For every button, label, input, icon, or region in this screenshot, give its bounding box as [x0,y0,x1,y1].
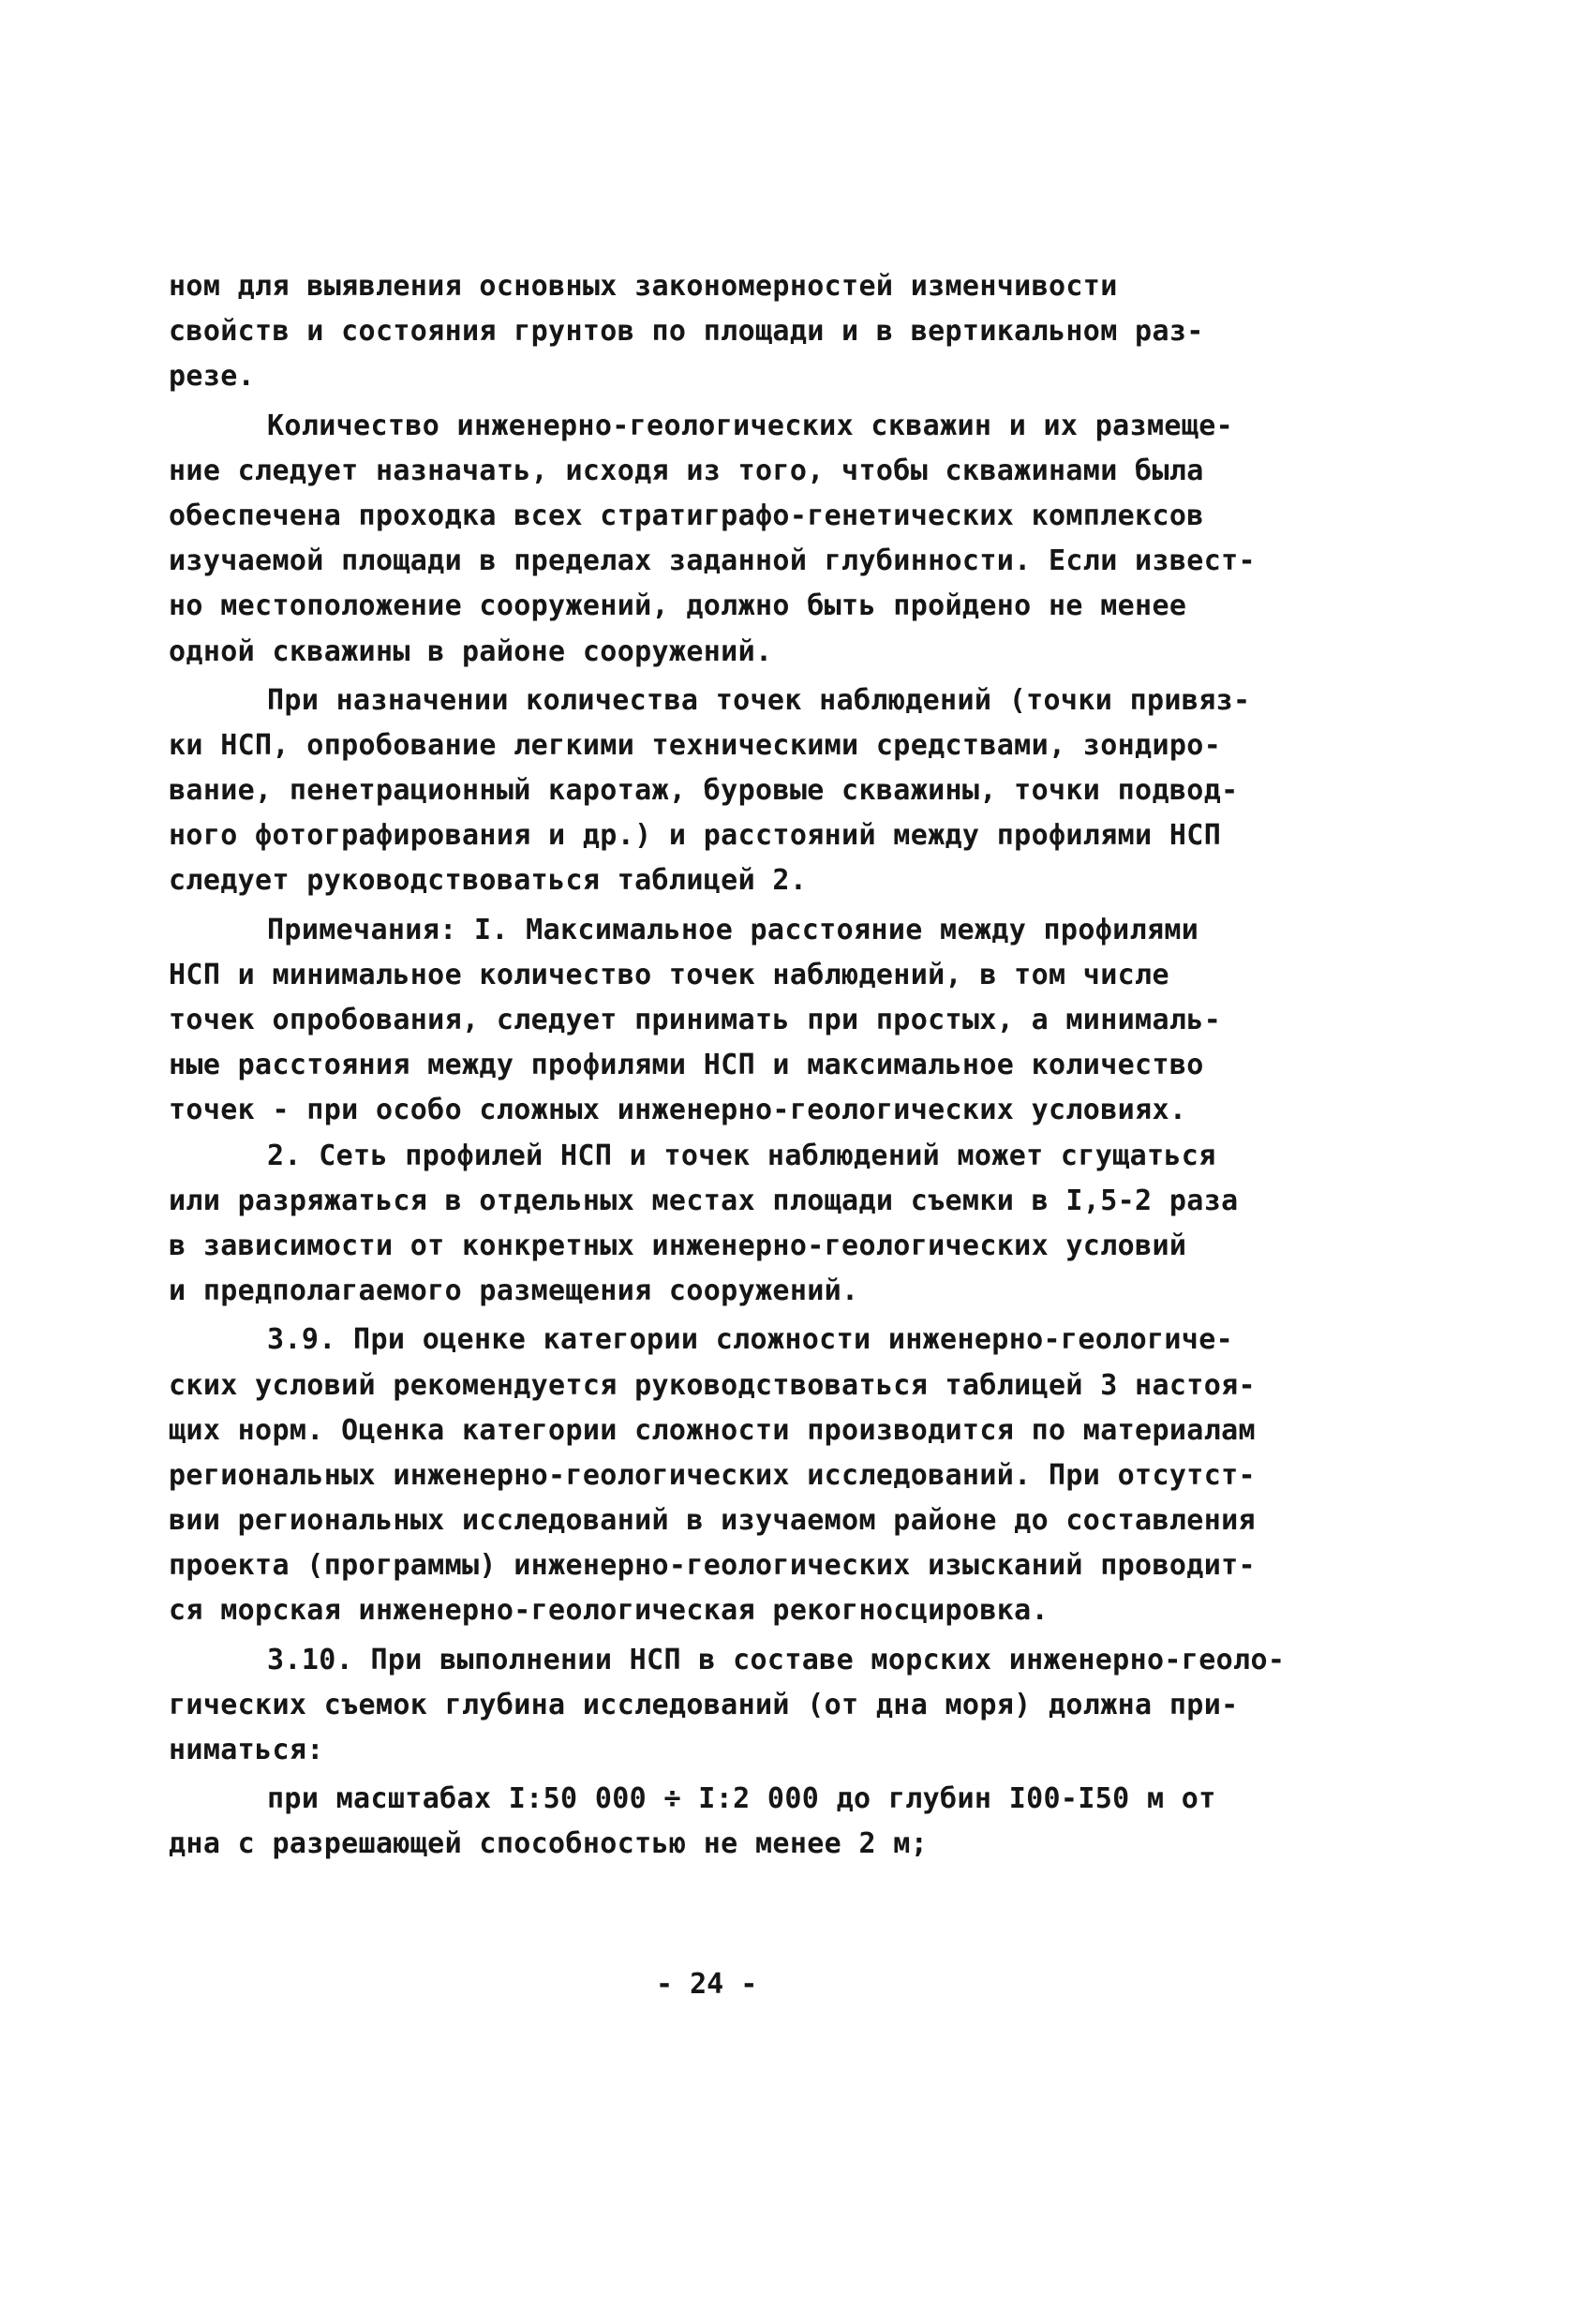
text-line: точек опробования, следует принимать при простых, а минималь- [169,1004,1222,1036]
paragraph-start-line: Количество инженерно-геологических скважин и их размеще- [267,409,1234,442]
text-line: резе. [169,360,256,394]
text-line: ном для выявления основных закономерностей изменчивости [169,270,1118,303]
text-line: региональных инженерно-геологических исследований. При отсутст- [169,1458,1256,1492]
paragraph-start-line: при масштабах I:50 000 ÷ I:2 000 до глубин I00-I50 м от [267,1782,1216,1816]
text-line: вии региональных исследований в изучаемом районе до составления [169,1504,1256,1538]
text-line: ного фотографирования и др.) и расстояний между профилями НСП [169,819,1222,853]
text-line: вание, пенетрационный каротаж, буровые скважины, точки подвод- [169,774,1239,808]
body-text [169,264,1481,1868]
text-line: но местоположение сооружений, должно быть пройдено не менее [169,589,1187,623]
section-3-10-line: 3.10. При выполнении НСП в составе морских инженерно-геоло- [267,1643,1286,1676]
notes-heading-line: Примечания: I. Максимальное расстояние между профилями [267,913,1199,946]
text-line: обеспечена проходка всех стратиграфо-генетических комплексов [169,499,1204,532]
text-line: одной скважины в районе сооружений. [169,634,773,668]
text-line: изучаемой площади в пределах заданной глубинности. Если извест- [169,544,1256,578]
text-line: щих норм. Оценка категории сложности производится по материалам [169,1413,1256,1447]
text-line: и предполагаемого размещения сооружений. [169,1274,859,1308]
section-3-9-line: 3.9. При оценке категории сложности инженерно-геологиче- [267,1323,1234,1357]
text-line: следует руководствоваться таблицей 2. [169,864,808,898]
paragraph-start-line: При назначении количества точек наблюдений (точки привяз- [267,683,1251,717]
text-line: проекта (программы) инженерно-геологических изысканий проводит- [169,1549,1256,1583]
text-line: свойств и состояния грунтов по площади и в вертикальном раз- [169,315,1204,349]
text-line: дна с разрешающей способностью не менее 2 м; [169,1827,929,1861]
page-number: - 24 - [656,1968,758,2001]
text-line: НСП и минимальное количество точек наблюдений, в том числе [169,958,1169,991]
text-line: или разряжаться в отдельных местах площади съемки в I,5-2 раза [169,1184,1239,1217]
text-line: точек - при особо сложных инженерно-геологических условиях. [169,1094,1187,1127]
text-line: гических съемок глубина исследований (от дна моря) должна при- [169,1688,1239,1721]
text-line: в зависимости от конкретных инженерно-геологических условий [169,1229,1187,1262]
text-line: ние следует назначать, исходя из того, чтобы скважинами была [169,454,1204,487]
text-line: ских условий рекомендуется руководствоваться таблицей 3 настоя- [169,1368,1256,1402]
text-line: ки НСП, опробование легкими техническими средствами, зондиро- [169,728,1222,762]
text-line: ся морская инженерно-геологическая рекогносцировка. [169,1594,1049,1628]
paragraph-start-line: 2. Сеть профилей НСП и точек наблюдений может сгущаться [267,1139,1216,1172]
text-line: ниматься: [169,1734,324,1766]
text-line: ные расстояния между профилями НСП и максимальное количество [169,1049,1204,1082]
